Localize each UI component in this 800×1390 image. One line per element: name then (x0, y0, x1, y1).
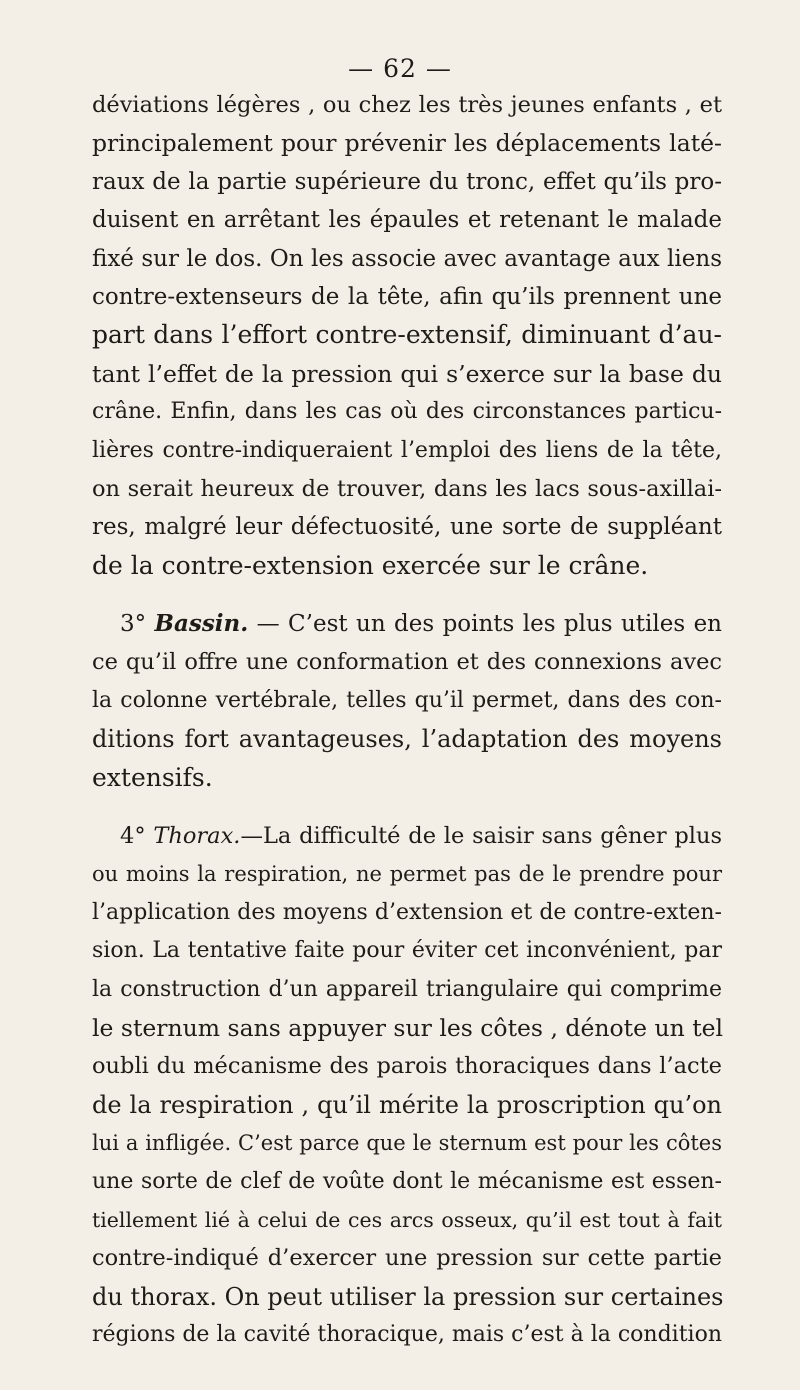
text-line: on serait heureux de trouver, dans les lacs sous-axillai- (92, 475, 722, 502)
text-line: part dans l’effort contre-extensif, diminuant d’au- (92, 320, 722, 350)
text-line: ou moins la respiration, ne permet pas de le prendre pour (92, 862, 722, 887)
text-line (92, 605, 722, 643)
text-line: contre-indiqué d’exercer une pression sur cette partie (92, 1245, 722, 1272)
text-line: la construction d’un appareil triangulaire qui comprime (92, 976, 722, 1002)
text-line: la colonne vertébrale, telles qu’il permet, dans des con- (92, 687, 722, 713)
text-line: fixé sur le dos. On les associe avec avantage aux liens (92, 245, 722, 272)
paragraph-gap (92, 585, 722, 605)
text-line: principalement pour prévenir les déplacements laté- (92, 129, 722, 158)
section-number: 3° (120, 611, 147, 638)
text-segment: — C’est un des points les plus utiles en (248, 611, 722, 638)
page-number: — 62 — (348, 54, 452, 83)
text-line: ce qu’il offre une conformation et des connexions avec (92, 649, 722, 676)
text-line: extensifs. (92, 762, 213, 792)
text-line: duisent en arrêtant les épaules et retenant le malade (92, 207, 722, 234)
text-segment: —La difficulté de le saisir sans gêner plus (240, 823, 723, 850)
section-number: 4° (120, 823, 146, 850)
text-line: de la respiration , qu’il mérite la proscription qu’on (92, 1090, 722, 1119)
section-heading: Thorax. (153, 823, 241, 850)
text-line: du thorax. On peut utiliser la pression sur certaines (92, 1282, 724, 1311)
paragraph-2 (92, 605, 722, 797)
text-line: l’application des moyens d’extension et de contre-exten- (92, 899, 722, 925)
text-line: tiellement lié à celui de ces arcs osseux, qu’il est tout à fait (92, 1207, 722, 1232)
section-heading: Bassin. (154, 610, 249, 638)
text-line: lui a infligée. C’est parce que le sternum est pour les côtes (92, 1131, 722, 1156)
text-line: tant l’effet de la pression qui s’exerce sur la base du (92, 359, 722, 388)
text-line: une sorte de clef de voûte dont le mécanisme est essen- (92, 1168, 722, 1194)
text-line: crâne. Enfin, dans les cas où des circonstances particu- (92, 399, 722, 425)
text-line: contre-extenseurs de la tête, afin qu’ils prennent une (92, 283, 722, 310)
text-line: régions de la cavité thoracique, mais c’est à la condition (92, 1322, 723, 1348)
text-line (92, 817, 722, 855)
text-line: res, malgré leur défectuosité, une sorte de suppléant (92, 514, 722, 541)
text-line: lières contre-indiqueraient l’emploi des liens de la tête, (92, 437, 722, 463)
body-text (92, 86, 722, 1355)
text-line: déviations légères , ou chez les très jeunes enfants , et (92, 92, 722, 118)
paragraph-gap (92, 797, 722, 817)
text-line: sion. La tentative faite pour éviter cet inconvénient, par (92, 938, 722, 964)
text-line: oubli du mécanisme des parois thoraciques dans l’acte (92, 1053, 722, 1080)
paragraph-3 (92, 817, 722, 1354)
text-line: ditions fort avantageuses, l’adaptation des moyens (92, 725, 722, 754)
text-line: raux de la partie supérieure du tronc, effet qu’ils pro- (92, 168, 722, 195)
text-line: de la contre-extension exercée sur le crâne. (92, 550, 649, 580)
paragraph-1 (92, 86, 722, 585)
text-line: le sternum sans appuyer sur les côtes , dénote un tel (92, 1013, 724, 1042)
